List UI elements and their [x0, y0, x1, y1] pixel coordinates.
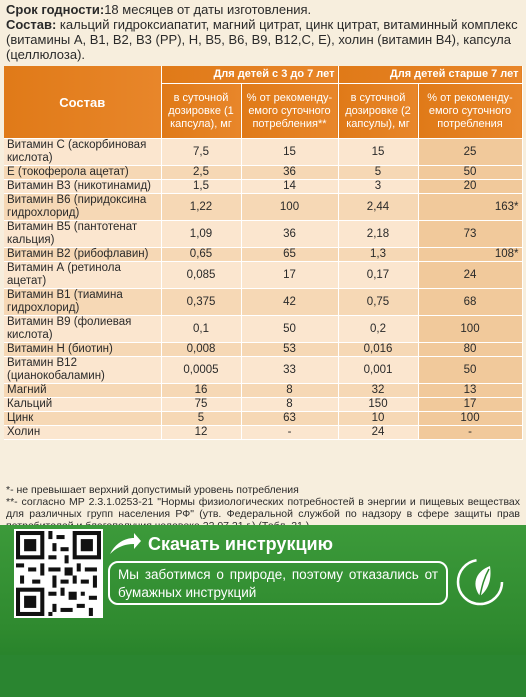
- percent-2: 13: [418, 384, 522, 398]
- dose-1: 1,09: [161, 221, 241, 248]
- ingredient-name: Магний: [4, 384, 161, 398]
- percent-1: 42: [241, 289, 338, 316]
- download-label: Скачать инструкцию: [148, 533, 333, 554]
- shelf-life-label: Срок годности:: [6, 2, 105, 17]
- download-instruction-link[interactable]: [108, 529, 333, 559]
- eco-leaf-icon: [450, 552, 510, 612]
- percent-1: 50: [241, 316, 338, 343]
- percent-2: 108*: [418, 248, 522, 262]
- percent-1: 63: [241, 412, 338, 426]
- ingredient-name: Кальций: [4, 398, 161, 412]
- percent-1: 33: [241, 357, 338, 384]
- dose-2: 0,17: [338, 262, 418, 289]
- footer-band: [0, 655, 526, 697]
- dose-1: 75: [161, 398, 241, 412]
- dose-2: 15: [338, 139, 418, 166]
- arrow-icon: [108, 532, 142, 556]
- group-header-over-7: Для детей старше 7 лет: [338, 66, 522, 84]
- dose-2: 150: [338, 398, 418, 412]
- percent-2: 100: [418, 316, 522, 343]
- percent-1: 8: [241, 398, 338, 412]
- dose-2: 10: [338, 412, 418, 426]
- table-row: [4, 412, 522, 426]
- dose-1: 0,0005: [161, 357, 241, 384]
- dose-2: 32: [338, 384, 418, 398]
- percent-2: 80: [418, 343, 522, 357]
- percent-2: -: [418, 426, 522, 440]
- subheader-percent-1: % от рекоменду-емого суточного потребления**: [241, 84, 338, 139]
- percent-1: 65: [241, 248, 338, 262]
- subheader-dose-1: в суточной дозировке (1 капсула), мг: [161, 84, 241, 139]
- dose-2: 2,18: [338, 221, 418, 248]
- dose-1: 1,22: [161, 194, 241, 221]
- dose-2: 0,75: [338, 289, 418, 316]
- ingredient-name: Витамин В5 (пантотенат кальция): [4, 221, 161, 248]
- dose-1: 0,375: [161, 289, 241, 316]
- dose-2: 0,2: [338, 316, 418, 343]
- dose-2: 3: [338, 180, 418, 194]
- table-row: [4, 384, 522, 398]
- dose-1: 0,085: [161, 262, 241, 289]
- ingredient-name: Е (токоферола ацетат): [4, 166, 161, 180]
- table-row: [4, 221, 522, 248]
- percent-2: 24: [418, 262, 522, 289]
- ingredient-name: Витамин В12 (цианокобаламин): [4, 357, 161, 384]
- ingredient-name: Витамин В9 (фолиевая кислота): [4, 316, 161, 343]
- ingredient-name: Витамин В2 (рибофлавин): [4, 248, 161, 262]
- percent-2: 163*: [418, 194, 522, 221]
- ingredient-name: Витамин Н (биотин): [4, 343, 161, 357]
- table-row: [4, 139, 522, 166]
- qr-code-image: [16, 531, 101, 616]
- composition-text: кальций гидроксиапатит, магний цитрат, цинк цитрат, витаминный комплекс (витамины А, В1, В2, В3 (РР), Н, В5, В6, В9, В12,С, Е), холин (витамин В4), капсула (целлюлоза).: [6, 17, 518, 62]
- ingredient-name: Витамин В1 (тиамина гидрохлорид): [4, 289, 161, 316]
- table-row: [4, 248, 522, 262]
- percent-1: 36: [241, 221, 338, 248]
- footnote-1: *- не превышает верхний допустимый уровень потребления: [6, 484, 299, 496]
- composition-label: Состав:: [6, 17, 57, 32]
- ingredient-name: Цинк: [4, 412, 161, 426]
- percent-1: 100: [241, 194, 338, 221]
- table-row: [4, 194, 522, 221]
- percent-1: 17: [241, 262, 338, 289]
- percent-1: 8: [241, 384, 338, 398]
- percent-2: 50: [418, 166, 522, 180]
- dose-1: 2,5: [161, 166, 241, 180]
- percent-1: 14: [241, 180, 338, 194]
- table-row: [4, 289, 522, 316]
- dose-1: 7,5: [161, 139, 241, 166]
- dose-1: 0,008: [161, 343, 241, 357]
- ingredient-name: Холин: [4, 426, 161, 440]
- dose-2: 1,3: [338, 248, 418, 262]
- percent-2: 20: [418, 180, 522, 194]
- table-row: [4, 357, 522, 384]
- percent-2: 68: [418, 289, 522, 316]
- table-row: [4, 343, 522, 357]
- product-info: [0, 0, 526, 62]
- ingredient-name: Витамин В6 (пиридоксина гидрохлорид): [4, 194, 161, 221]
- ingredient-name: Витамин В3 (никотинамид): [4, 180, 161, 194]
- dose-1: 1,5: [161, 180, 241, 194]
- vitamin-table: [4, 66, 523, 440]
- dose-2: 0,001: [338, 357, 418, 384]
- percent-1: 15: [241, 139, 338, 166]
- percent-1: 53: [241, 343, 338, 357]
- dose-1: 0,65: [161, 248, 241, 262]
- ingredient-name: Витамин А (ретинола ацетат): [4, 262, 161, 289]
- percent-1: 36: [241, 166, 338, 180]
- dose-2: 2,44: [338, 194, 418, 221]
- shelf-life-line: [6, 2, 520, 17]
- dose-2: 0,016: [338, 343, 418, 357]
- group-header-3-7: Для детей с 3 до 7 лет: [161, 66, 338, 84]
- dose-1: 16: [161, 384, 241, 398]
- percent-2: 25: [418, 139, 522, 166]
- dose-1: 0,1: [161, 316, 241, 343]
- ingredient-name: Витамин С (аскорбиновая кислота): [4, 139, 161, 166]
- eco-message: Мы заботимся о природе, поэтому отказались от бумажных инструкций: [118, 567, 438, 600]
- subheader-dose-2: в суточной дозировке (2 капсулы), мг: [338, 84, 418, 139]
- column-header-sostav: Состав: [4, 66, 161, 139]
- dose-2: 24: [338, 426, 418, 440]
- dose-2: 5: [338, 166, 418, 180]
- shelf-life-value: 18 месяцев от даты изготовления.: [104, 2, 312, 17]
- footnote-2: **- согласно МР 2.3.1.0253-21 "Нормы физиологических потребностей в энергии и пищевых веществах для различных групп населения РФ" (утв. Федеральной службой по надзору в сфере защиты прав: [6, 496, 520, 520]
- percent-1: -: [241, 426, 338, 440]
- percent-2: 73: [418, 221, 522, 248]
- percent-2: 100: [418, 412, 522, 426]
- table-body: [4, 139, 522, 440]
- qr-code[interactable]: [14, 529, 103, 618]
- table-row: [4, 166, 522, 180]
- table-row: [4, 180, 522, 194]
- subheader-percent-2: % от рекоменду-емого суточного потребления: [418, 84, 522, 139]
- table-row: [4, 262, 522, 289]
- table-row: [4, 398, 522, 412]
- table-row: [4, 316, 522, 343]
- dose-1: 12: [161, 426, 241, 440]
- eco-message-box: [108, 561, 448, 605]
- table-row: [4, 426, 522, 440]
- percent-2: 50: [418, 357, 522, 384]
- percent-2: 17: [418, 398, 522, 412]
- composition-line: [6, 17, 520, 62]
- dose-1: 5: [161, 412, 241, 426]
